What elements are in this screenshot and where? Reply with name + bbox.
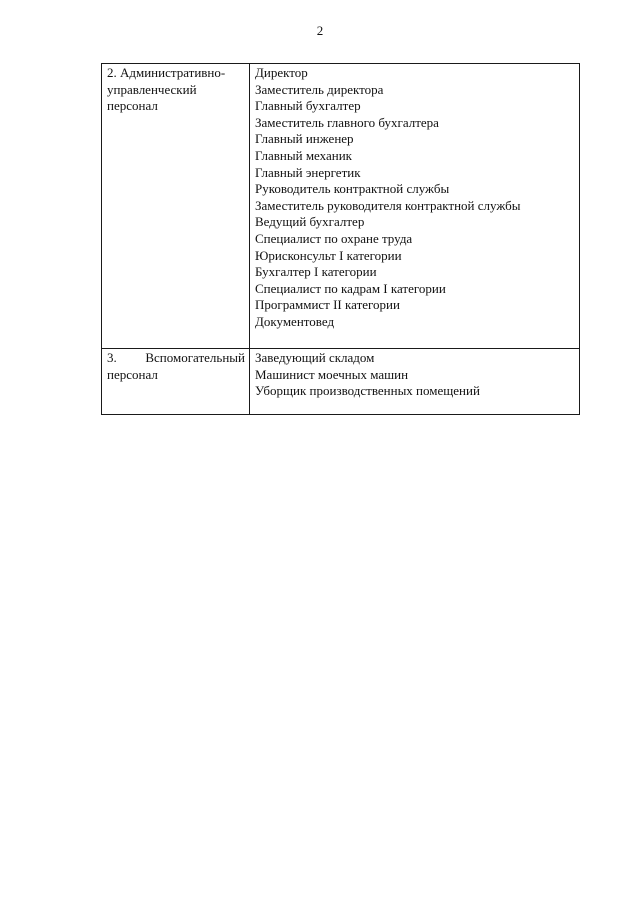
positions-cell-auxiliary [250, 349, 580, 415]
staff-positions-table [101, 63, 580, 415]
list-item: Программист II категории [255, 297, 400, 313]
list-item: Специалист по кадрам I категории [255, 280, 446, 296]
list-item: Главный энергетик [255, 164, 361, 180]
list-item: Директор [255, 65, 308, 80]
list-item: Заместитель главного бухгалтера [255, 114, 439, 130]
category-line: 2. Административно- [107, 65, 226, 80]
category-line: управленческий [107, 81, 197, 97]
category-number: 3. [107, 350, 117, 365]
page-number: 2 [316, 23, 324, 38]
category-line: персонал [107, 98, 158, 114]
table-row-administrative [102, 64, 580, 349]
list-item: Специалист по охране труда [255, 230, 413, 246]
table-row-auxiliary [102, 349, 580, 415]
list-item: Юрисконсульт I категории [255, 247, 402, 263]
list-item: Главный инженер [255, 131, 354, 147]
list-item: Машинист моечных машин [255, 366, 409, 382]
list-item: Бухгалтер I категории [255, 264, 377, 280]
category-line [107, 350, 245, 367]
category-cell-auxiliary [102, 349, 250, 415]
list-item: Документовед [255, 313, 335, 329]
list-item: Заведующий складом [255, 350, 375, 365]
category-line: персонал [107, 366, 158, 382]
category-word: Вспомогательный [145, 350, 245, 365]
positions-list [255, 350, 575, 400]
list-item: Заместитель директора [255, 81, 384, 97]
list-item: Главный бухгалтер [255, 98, 361, 114]
list-item: Уборщик производственных помещений [255, 383, 480, 399]
list-item: Ведущий бухгалтер [255, 214, 365, 230]
category-cell-administrative [102, 64, 250, 349]
list-item: Заместитель руководителя контрактной службы [255, 197, 521, 213]
list-item: Руководитель контрактной службы [255, 181, 450, 197]
list-item: Главный механик [255, 147, 352, 163]
positions-list [255, 65, 575, 331]
positions-cell-administrative [250, 64, 580, 349]
